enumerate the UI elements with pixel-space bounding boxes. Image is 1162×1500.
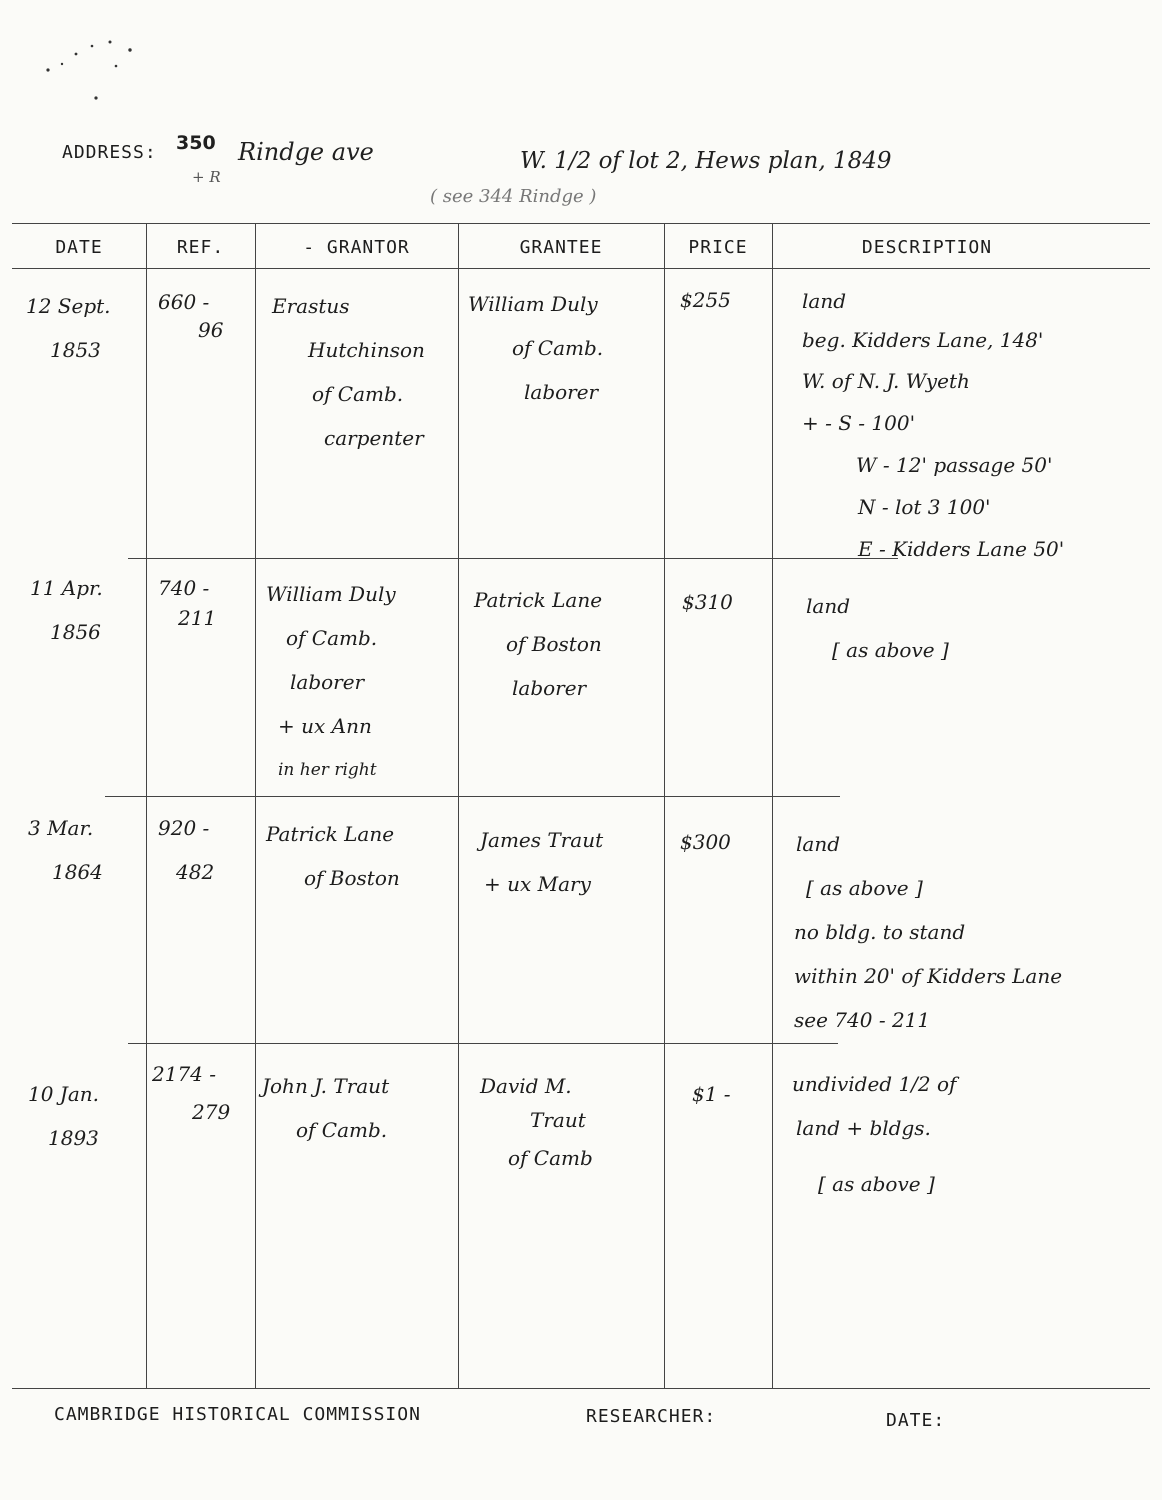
row-3-grantee (480, 818, 603, 906)
grantee-line: Traut (530, 1108, 586, 1132)
grantee-line: of Boston (506, 632, 602, 656)
row-4-date (28, 1072, 99, 1160)
description-line: land + bldgs. (796, 1116, 931, 1140)
date-year: 1864 (52, 860, 103, 884)
description-line: E - Kidders Lane 50' (858, 537, 1065, 561)
description-line: undivided 1/2 of (792, 1072, 957, 1096)
grantee-line: + ux Mary (484, 872, 591, 896)
grantor-line: laborer (290, 670, 365, 694)
description-line: + - S - 100' (802, 411, 916, 435)
description-line: W. of N. J. Wyeth (802, 369, 970, 393)
grantor-line: of Camb. (286, 626, 378, 650)
row-3-description (794, 822, 1062, 1042)
row-2-ref (158, 566, 216, 640)
grantee-line: of Camb (508, 1146, 593, 1170)
date-day: 12 Sept. (26, 294, 111, 318)
row-rule-2 (105, 796, 840, 797)
row-4-ref (152, 1052, 230, 1134)
grantor-line: of Camb. (296, 1118, 388, 1142)
row-4-grantor (262, 1064, 389, 1152)
column-header-date: DATE (55, 236, 103, 258)
ref-page: 279 (192, 1100, 231, 1124)
grantor-line: Patrick Lane (266, 822, 395, 846)
description-line: no bldg. to stand (794, 920, 966, 944)
row-2-price (682, 580, 733, 624)
ref-book: 2174 - (152, 1062, 217, 1086)
grantor-line: in her right (278, 760, 377, 780)
row-1-grantor (272, 284, 425, 460)
ref-page: 211 (178, 606, 217, 630)
description-line: N - lot 3 100' (858, 495, 991, 519)
grantee-line: laborer (512, 676, 587, 700)
grantee-line: of Camb. (512, 336, 604, 360)
grantee-line: James Traut (480, 828, 604, 852)
header-bottom-rule (12, 268, 1150, 269)
corner-marks (40, 38, 140, 108)
row-2-description (806, 584, 949, 672)
price-value: $1 - (692, 1082, 731, 1106)
row-1-price (680, 278, 731, 322)
grantor-line: of Boston (304, 866, 400, 890)
date-year: 1853 (50, 338, 101, 362)
address-street: Rindge ave (238, 138, 374, 166)
address-number: 350 (176, 132, 216, 154)
column-header-ref: REF. (176, 236, 225, 258)
ref-book: 660 - (158, 290, 210, 314)
grantee-line: laborer (524, 380, 599, 404)
grantor-line: of Camb. (312, 382, 404, 406)
ref-page: 482 (176, 860, 215, 884)
ref-page: 96 (198, 318, 224, 342)
row-2-grantor (266, 572, 396, 792)
row-2-grantee (474, 578, 602, 710)
lot-description: W. 1/2 of lot 2, Hews plan, 1849 (520, 148, 892, 174)
row-3-ref (158, 806, 214, 894)
column-header-description: DESCRIPTION (861, 236, 993, 258)
date-day: 10 Jan. (28, 1082, 99, 1106)
researcher-label: RESEARCHER: (586, 1406, 717, 1427)
description-line: land (802, 289, 847, 313)
price-value: $310 (682, 590, 733, 614)
col-divider-2 (255, 223, 256, 1388)
row-rule-1 (128, 558, 898, 559)
row-4-price (692, 1072, 731, 1116)
description-line: land (806, 594, 851, 618)
date-year: 1893 (48, 1126, 99, 1150)
col-divider-1 (146, 223, 147, 1388)
table-top-rule (12, 223, 1150, 224)
date-year: 1856 (50, 620, 101, 644)
grantor-line: carpenter (324, 426, 424, 450)
description-line: within 20' of Kidders Lane (794, 964, 1063, 988)
description-line: [ as above ] (818, 1172, 935, 1196)
address-label: ADDRESS: (62, 142, 157, 163)
row-4-description (792, 1062, 956, 1206)
column-header-grantor: - GRANTOR (303, 236, 410, 258)
ref-book: 740 - (158, 576, 210, 600)
column-header-grantee: GRANTEE (519, 236, 603, 258)
grantor-line: Hutchinson (308, 338, 425, 362)
row-2-date (30, 566, 103, 654)
price-value: $300 (680, 830, 731, 854)
date-day: 11 Apr. (30, 576, 103, 600)
row-1-description (802, 282, 1064, 570)
description-line: land (796, 832, 841, 856)
col-divider-4 (664, 223, 665, 1388)
description-line: beg. Kidders Lane, 148' (802, 328, 1044, 352)
grantor-line: Erastus (272, 294, 350, 318)
commission-name: CAMBRIDGE HISTORICAL COMMISSION (54, 1404, 421, 1425)
grantor-line: + ux Ann (278, 714, 372, 738)
row-1-date (26, 284, 111, 372)
col-divider-3 (458, 223, 459, 1388)
grantor-line: John J. Traut (262, 1074, 390, 1098)
row-4-grantee (480, 1064, 593, 1180)
description-line: see 740 - 211 (794, 1008, 931, 1032)
description-line: W - 12' passage 50' (856, 453, 1053, 477)
grantee-line: William Duly (468, 292, 598, 316)
row-3-price (680, 820, 731, 864)
row-3-date (28, 806, 103, 894)
row-1-grantee (468, 282, 603, 414)
grantor-line: William Duly (266, 582, 396, 606)
price-value: $255 (680, 288, 731, 312)
footer-rule (12, 1388, 1150, 1389)
description-line: [ as above ] (806, 876, 923, 900)
row-3-grantor (266, 812, 400, 900)
grantee-line: David M. (480, 1074, 572, 1098)
date-day: 3 Mar. (28, 816, 94, 840)
grantee-line: Patrick Lane (474, 588, 603, 612)
column-header-price: PRICE (688, 236, 748, 258)
row-rule-3 (128, 1043, 838, 1044)
ref-book: 920 - (158, 816, 210, 840)
col-divider-5 (772, 223, 773, 1388)
see-note: ( see 344 Rindge ) (430, 186, 597, 207)
address-note: + R (192, 168, 221, 186)
date-label: DATE: (886, 1410, 946, 1431)
description-line: [ as above ] (832, 638, 949, 662)
row-1-ref (158, 280, 223, 352)
